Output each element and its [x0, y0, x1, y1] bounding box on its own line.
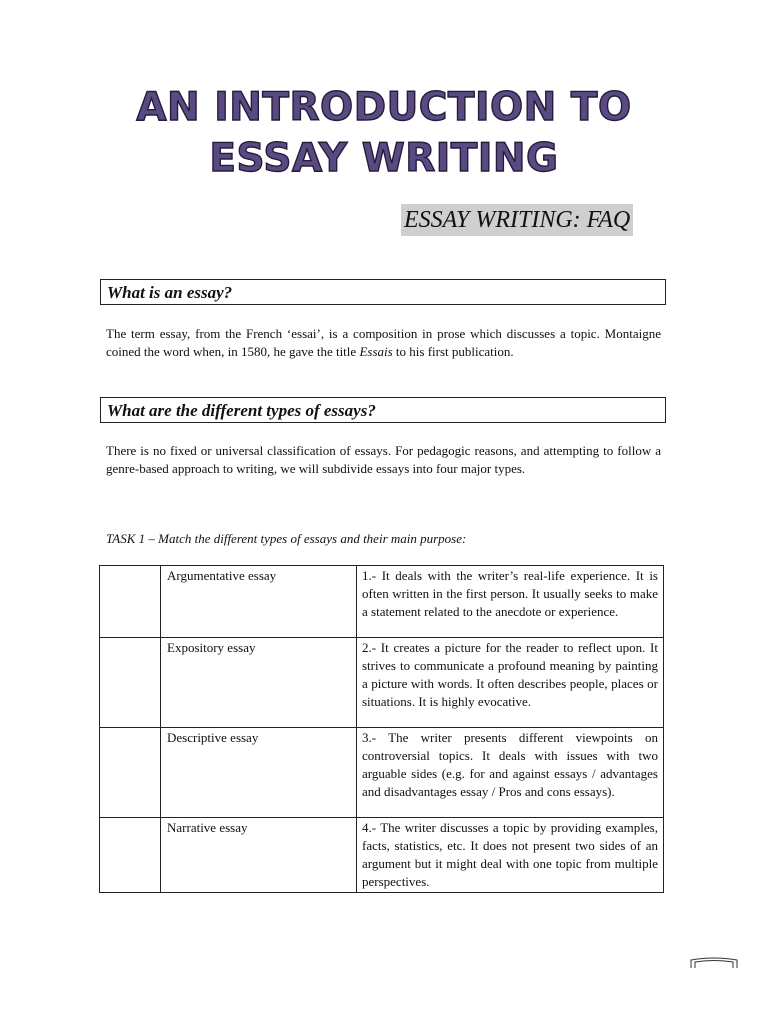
purpose-description-cell: 1.- It deals with the writer’s real-life experience. It is often written in the first person. It usually seeks to make a statement related to the anecdote or experience. [357, 566, 664, 638]
essay-type-cell: Expository essay [161, 638, 357, 728]
task-matching-table [99, 565, 664, 893]
body-text: The term essay, from the French ‘essai’, is a composition in prose which discusses a topic. Montaigne coined the word when, in 1580, he gave the title [106, 326, 661, 359]
purpose-description-cell: 2.- It creates a picture for the reader to reflect upon. It strives to communicate a profound meaning by painting a picture with words. It often describes people, places or situations. It is highly evocative. [357, 638, 664, 728]
answer-cell[interactable] [100, 638, 161, 728]
table-row [100, 728, 664, 818]
answer-cell[interactable] [100, 566, 161, 638]
body-text-end: to his first publication. [392, 344, 514, 359]
page-number-frame-icon [690, 955, 738, 969]
section-heading-what-is-an-essay: What is an essay? [100, 279, 666, 305]
essay-type-cell: Narrative essay [161, 818, 357, 893]
section-body-what-is-an-essay [106, 325, 661, 361]
document-title-line-1: AN INTRODUCTION TO [136, 85, 632, 130]
faq-subtitle: ESSAY WRITING: FAQ [401, 204, 633, 236]
essais-title: Essais [359, 344, 393, 359]
table-row [100, 566, 664, 638]
table-row [100, 818, 664, 893]
essay-type-cell: Descriptive essay [161, 728, 357, 818]
purpose-description-cell: 3.- The writer presents different viewpoints on controversial topics. It deals with issues with two arguable sides (e.g. for and against essays / advantages and disadvantages essay / Pros and cons essays). [357, 728, 664, 818]
essay-type-cell: Argumentative essay [161, 566, 357, 638]
task-instruction: TASK 1 – Match the different types of essays and their main purpose: [106, 531, 467, 546]
document-title-line-2: ESSAY WRITING [209, 136, 559, 181]
purpose-description-cell: 4.- The writer discusses a topic by providing examples, facts, statistics, etc. It does not present two sides of an argument but it might deal with one topic from multiple perspectives. [357, 818, 664, 893]
answer-cell[interactable] [100, 728, 161, 818]
answer-cell[interactable] [100, 818, 161, 893]
section-heading-types-of-essays: What are the different types of essays? [100, 397, 666, 423]
table-row [100, 638, 664, 728]
section-body-types-of-essays: There is no fixed or universal classification of essays. For pedagogic reasons, and attempting to follow a genre-based approach to writing, we will subdivide essays into four major types. [106, 443, 661, 476]
